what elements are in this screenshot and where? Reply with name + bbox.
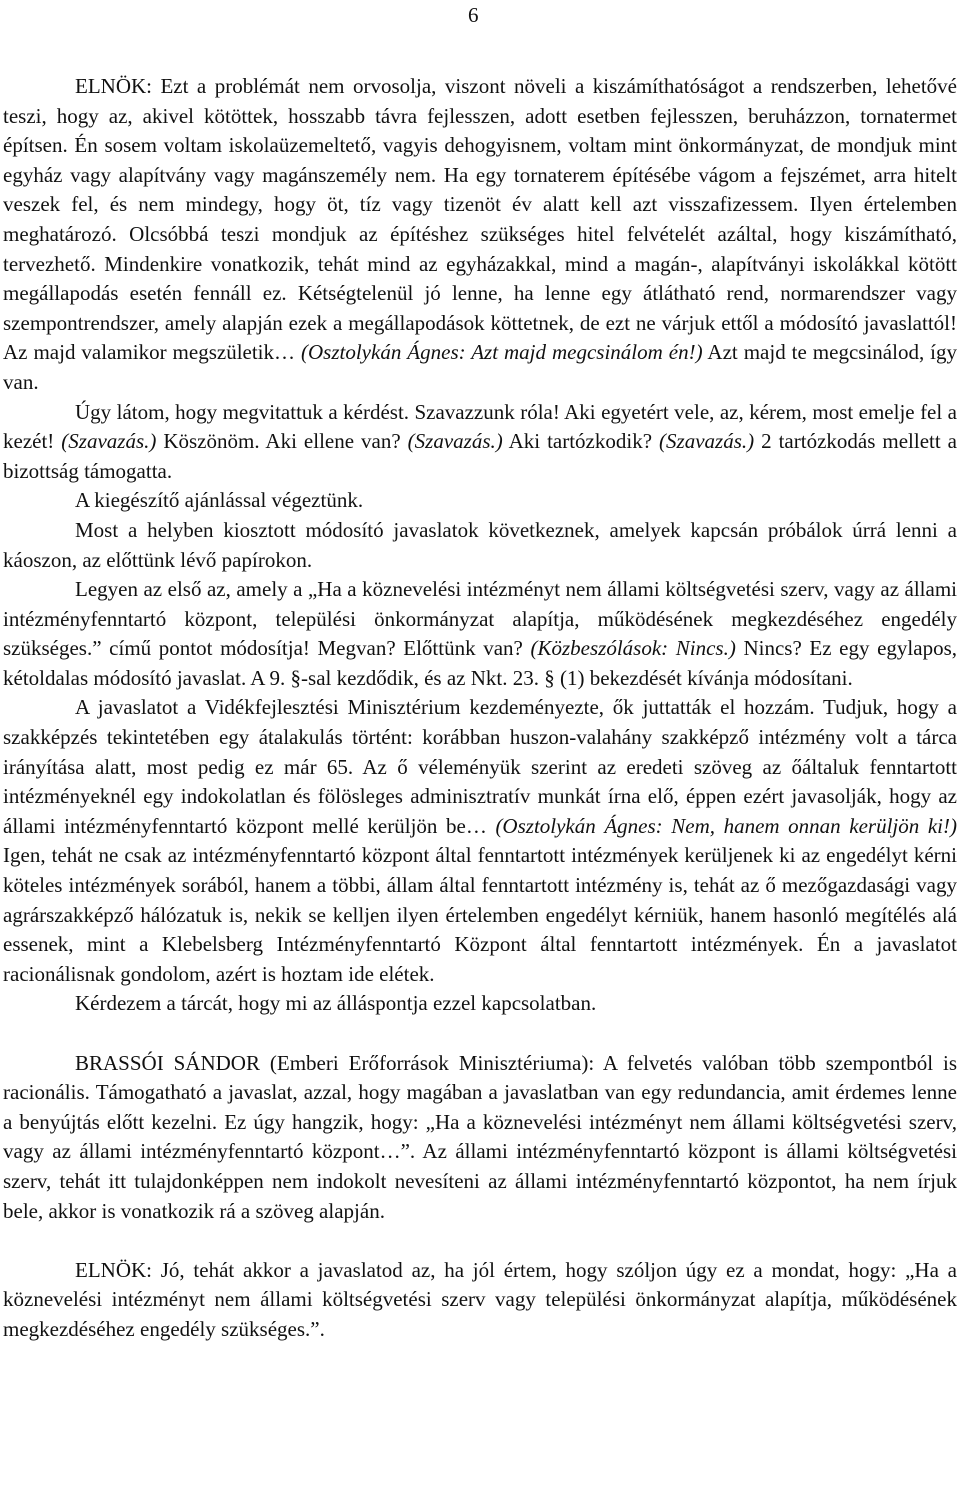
paragraph-text: Most a helyben kiosztott módosító javaslatok következnek, amelyek kapcsán próbálok úrrá lenni a káoszon, az előttünk lévő papírokon. xyxy=(3,517,957,572)
paragraph xyxy=(3,693,957,989)
paragraph-text: BRASSÓI SÁNDOR (Emberi Erőforrások Minisztériuma): A felvetés valóban több szempontból is racionális. Támogatható a javaslat, azzal, hogy magában a javaslatban van egy redundancia, amit érdemes lenne a benyújtás előtt kezelni. Ez úgy hangzik, hogy: „Ha a köznevelési intézményt nem állami költségvetési szerv, vagy az állami intézményfenntartó központ…”. Az állami intézményfenntartó központ is állami költségvetési szerv, tehát itt tulajdonképpen nem indokolt nevesíteni az állami intézményfenntartó központot, ha nem írjuk bele, akkor is vonatkozik rá a szöveg alapján. xyxy=(3,1050,957,1223)
paragraph-text: ELNÖK: Jó, tehát akkor a javaslatod az, ha jól értem, hogy szóljon úgy ez a mondat, hogy: „Ha a köznevelési intézményt nem állami költségvetési szerv vagy települési önkormányzat alapítja, működésének megkezdéséhez engedély szükséges.”. xyxy=(3,1257,957,1341)
paragraph xyxy=(3,989,957,1019)
paragraph-text: ELNÖK: Ezt a problémát nem orvosolja, viszont növeli a kiszámíthatóságot a rendszerben, lehetővé teszi, hogy az, akivel kötöttek, hosszabb távra fejlesszen, adott esetben fejlesszen, beruházzon, tornatermet építsen. Én sosem voltam iskolaüzemeltető, vagyis dehogyisnem, voltam mint önkormányzat, de mondjuk mint egyház vagy alapítvány vagy magánszemély nem. Ha egy tornaterem építésébe vágom a fejszémet, arra hitelt veszek fel, és nem mindegy, hogy öt, tíz vagy tizenöt év alatt kell azt visszafizessem. Ilyen értelemben meghatározó. Olcsóbbá teszi mondjuk az építéshez szükséges hitel felvételét azáltal, hogy kiszámítható, tervezhető. Mindenkire vonatkozik, tehát mind az egyházakkal, mind a magán-, alapítványi iskolákkal kötött megállapodás esetén fennáll ez. Kétségtelenül jó lenne, ha lenne egy átlátható rend, normarendszer vagy szempontrendszer, amely alapján ezek a megállapodások köttetnek, de ezt ne várjuk ettől a módosító javaslattól! Az majd valamikor megszületik… xyxy=(3,74,957,365)
paragraph-text: Legyen az első az, amely a „Ha a köznevelési intézményt nem állami költségvetési szerv, vagy az állami intézményfenntartó központ, települési önkormányzat alapítja, működésének megkezdéséhez engedély szükséges.” című pontot módosítja! Megvan? Előttünk van? xyxy=(3,577,957,661)
paragraph xyxy=(3,1049,957,1227)
paragraph-text: A kiegészítő ajánlással végeztünk. xyxy=(75,488,364,513)
paragraph xyxy=(3,1256,957,1345)
interjection-text: (Szavazás.) xyxy=(407,429,503,454)
document-body xyxy=(3,72,957,1345)
paragraph xyxy=(3,575,957,693)
paragraph-text: Kérdezem a tárcát, hogy mi az álláspontja ezzel kapcsolatban. xyxy=(75,991,597,1016)
interjection-text: (Szavazás.) xyxy=(659,429,755,454)
paragraph-text: 2 tartózkodás mellett a bizottság támogatta. xyxy=(3,429,957,483)
paragraph-text: Aki tartózkodik? xyxy=(502,429,660,454)
interjection-text: (Közbeszólások: Nincs.) xyxy=(530,636,736,661)
paragraph-text: Úgy látom, hogy megvitattuk a kérdést. Szavazzunk róla! Aki egyetért vele, az, kérem, most emelje fel a kezét! xyxy=(3,399,957,454)
paragraph xyxy=(3,398,957,487)
interjection-text: (Szavazás.) xyxy=(61,429,157,454)
page-number: 6 xyxy=(468,3,479,27)
interjection-text: (Osztolykán Ágnes: Azt majd megcsinálom én!) xyxy=(301,340,703,365)
paragraph-text: Köszönöm. Aki ellene van? xyxy=(156,429,408,454)
paragraph xyxy=(3,516,957,575)
paragraph xyxy=(3,486,957,516)
paragraph-text: Azt majd te megcsinálod, így van. xyxy=(3,340,958,394)
paragraph-text: Nincs? Ez egy egylapos, kétoldalas módosító javaslat. A 9. §-sal kezdődik, és az Nkt. 23. § (1) bekezdését kívánja módosítani. xyxy=(3,636,957,690)
interjection-text: (Osztolykán Ágnes: Nem, hanem onnan kerüljön ki!) xyxy=(495,813,957,838)
paragraph-text: A javaslatot a Vidékfejlesztési Minisztérium kezdeményezte, ők juttatták el hozzám. Tudjuk, hogy a szakképzés tekintetében egy átalakulás történt: korábban huszon-valahány szakképző intézmény volt a tárca irányítása alatt, most pedig ez már 65. Az ő véleményük szerint az eredeti szöveg az őáltaluk fenntartott intézményeknél egy indokolatlan és fölösleges adminisztratív munkát írna elő, éppen ezért javasolják, hogy az állami intézményfenntartó központ mellé kerüljön be… xyxy=(3,695,957,838)
paragraph-text: Igen, tehát ne csak az intézményfenntartó központ által fenntartott intézmények kerüljenek ki az engedélyt kérni köteles intézmények sorából, hanem a többi, állam által fenntartott intézmény is, tehát az ő mezőgazdasági vagy agrárszakképző hálózatuk is, nekik se kelljen ilyen értelemben engedélyt kérniük, hanem hasonló megítélés alá essenek, mint a Klebelsberg Intézményfenntartó Központ által fenntartott intézmények. Én a javaslatot racionálisnak gondolom, azért is hoztam ide elétek. xyxy=(3,843,957,986)
paragraph xyxy=(3,72,957,398)
